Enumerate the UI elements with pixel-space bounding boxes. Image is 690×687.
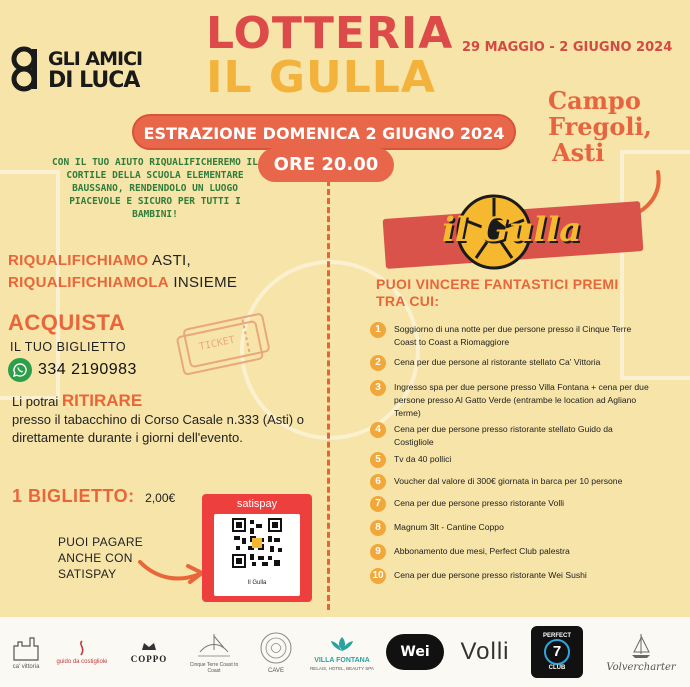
intro-text: CON IL TUO AIUTO RIQUALIFICHEREMO IL CORTILE DELLA SCUOLA ELEMENTARE BAUSSANO, RENDENDOLO UN LUOGO PIACEVOLE E SICURO PER TUTTI I BAMBINI! [52,157,258,220]
ticket-label: TICKET [198,334,236,353]
ticket-icon [170,312,278,384]
sponsor-coppo [120,617,178,687]
pickup-pre: Li potrai [12,394,62,409]
sponsor-label: Cinque Terre Coast to Coast [189,662,239,674]
pickup-highlight: RITIRARE [61,391,143,410]
prize-number: 10 [370,568,386,584]
slogan [8,250,308,294]
qr-label: Il Gulla [247,580,267,586]
pickup-info [12,392,312,447]
wei-logo: Wei [386,634,444,670]
prize-text: Cena per due persone al ristorante stellato Ca' Vittoria [394,357,601,367]
buy-heading: ACQUISTA [8,310,126,335]
sponsor-cinque-terre [184,617,244,687]
prize-text: Magnum 3lt - Cantine Coppo [394,522,504,532]
center-dashed-line [327,180,330,610]
sponsor-guido [48,617,116,687]
perfect-club-logo [531,626,583,678]
lotus-icon [328,633,356,655]
pickup-text: presso il tabacchino di Corso Casale n.333 (Asti) o direttamente durante i giorni dell'evento. [12,412,304,445]
sponsor-label: guido da costigliole [56,659,108,665]
prize-number: 3 [370,380,386,396]
prize-text: Soggiorno di una notte per due persone presso il Cinque Terre Coast to Coast a Riomaggiore [394,324,632,347]
qr-container [214,514,300,596]
slogan-highlight-2: RIQUALIFICHIAMOLA [8,274,169,291]
satispay-brand: satispay [236,498,278,510]
prize-text: Cena per due persone presso ristorante Wei Sushi [394,570,587,580]
prize-number: 2 [370,355,386,371]
prize-number: 5 [370,452,386,468]
title-il-gulla: IL GULLA [206,52,436,103]
sponsor-perfect-club [526,617,588,687]
prize-item [370,380,650,420]
phone-contact[interactable] [8,358,137,382]
logo-mark-icon [10,46,50,92]
sponsor-ca-vittoria [4,617,48,687]
logo-text-line1: GLI AMICI [48,48,143,70]
price-label: 1 BIGLIETTO: [12,486,135,506]
payment-text: PUOI PAGARE ANCHE CON SATISPAY [58,535,144,581]
price-row [12,486,175,507]
prize-number: 6 [370,474,386,490]
phone-number[interactable]: 334 2190983 [38,361,137,378]
il-gulla-logo [384,192,642,272]
sponsor-wei [384,617,446,687]
logo-text-line2: DI LUCA [48,68,140,93]
castle-icon [11,634,41,662]
qr-code-icon[interactable] [232,518,282,568]
whatsapp-icon [8,358,32,382]
prize-text: Abbonamento due mesi, Perfect Club palestra [394,546,570,556]
prizes-heading: PUOI VINCERE FANTASTICI PREMI TRA CUI: [376,276,619,309]
prize-number: 7 [370,496,386,512]
prize-text: Ingresso spa per due persone presso Villa Fontana + cena per due persone presso Al Gatto Verde (entrambe le location ad Agliano Terme) [394,382,649,418]
prize-item [370,452,650,468]
prize-number: 1 [370,322,386,338]
buy-subheading: IL TUO BIGLIETTO [10,340,127,354]
sponsor-sublabel: RELAIS, HOTEL, BEAUTY SPA [310,666,374,671]
prize-item [370,355,650,371]
venue-line1: Campo [548,86,641,115]
slogan-highlight-1: RIQUALIFICHIAMO [8,252,149,269]
price-value: 2,00€ [145,491,176,505]
sponsor-volvercharter [596,617,686,687]
coppo-crown-icon [140,640,158,652]
sponsor-label: VILLA FONTANA [314,657,370,664]
prize-item [370,568,650,584]
prize-item [370,474,650,490]
prize-item [370,544,650,560]
sponsor-cave [248,617,304,687]
prize-item [370,322,650,349]
sponsor-strip [0,617,690,687]
perfect-club-number: 7 [544,639,570,665]
venue-line2: Fregoli, [548,112,652,141]
sailboat-sketch-icon [194,630,234,660]
gli-amici-di-luca-logo [10,44,155,96]
prize-text: Cena per due persone presso ristorante stellato Guido da Costigliole [394,424,613,447]
round-seal-icon [258,630,294,666]
perfect-club-bottom: CLUB [548,665,566,671]
sponsor-label: CAVE [268,668,284,674]
slogan-text-1: ASTI, [148,252,191,269]
perfect-club-top: PERFECT [542,633,571,639]
slogan-text-2: INSIEME [168,274,238,291]
guido-logo-icon [75,639,89,657]
venue-name [548,88,668,166]
venue-line3: Asti [552,138,605,167]
title-lotteria: LOTTERIA [206,8,454,59]
prize-text: Tv da 40 pollici [394,454,452,464]
sponsor-label: Volvercharter [606,661,676,673]
prize-item [370,496,650,512]
draw-date-banner: ESTRAZIONE DOMENICA 2 GIUGNO 2024 [132,114,516,150]
sponsor-label: ca' vittoria [12,664,40,670]
il-gulla-logo-text: il Gulla [442,210,582,250]
draw-time-banner: ORE 20.00 [258,148,394,182]
prize-item [370,520,650,536]
prize-number: 4 [370,422,386,438]
sponsor-volli [452,617,518,687]
prize-text: Cena per due persone presso ristorante Volli [394,498,565,508]
volli-logo: Volli [460,638,510,665]
sponsor-label: COPPO [130,654,168,664]
prize-text: Voucher dal valore di 300€ giornata in barca per 10 persone [394,476,623,486]
sponsor-villa-fontana [310,617,374,687]
prize-item [370,422,650,449]
sailboat-icon [629,632,653,660]
prize-number: 8 [370,520,386,536]
event-dates: 29 MAGGIO - 2 GIUGNO 2024 [462,40,673,55]
satispay-card[interactable] [202,494,312,602]
prize-number: 9 [370,544,386,560]
arrow-icon [136,556,208,586]
